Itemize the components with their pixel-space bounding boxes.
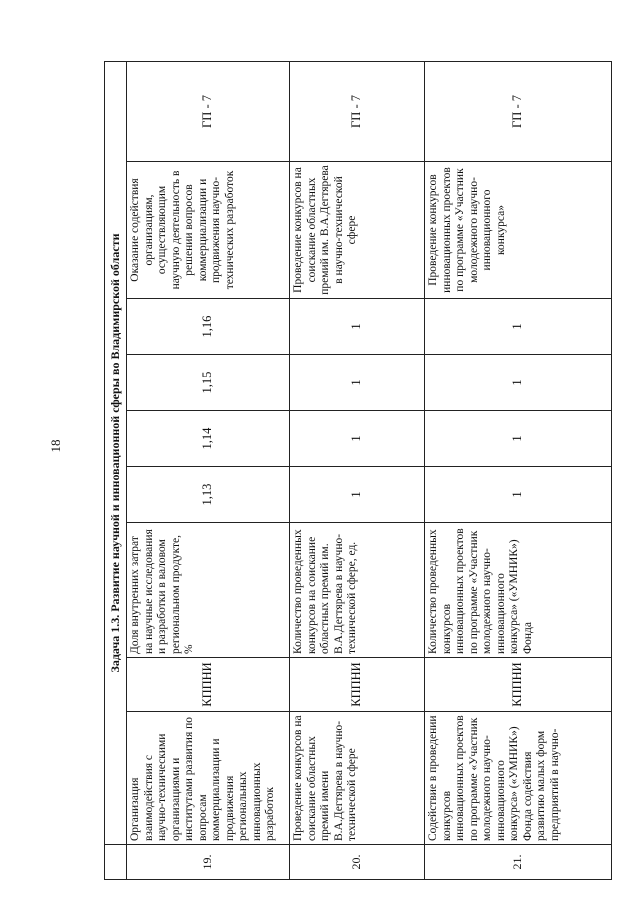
value-cell: 1,13 [127,467,290,523]
plan-table [104,61,612,880]
table-row [425,61,612,879]
value-cell: 1 [425,299,612,355]
executor-cell: КППНИ [290,658,425,712]
task-header-row [105,61,127,879]
value-cell: 1 [290,355,425,411]
activity-cell: Содействие в проведении конкурсов инновационных проектов по программе «Участник молодежного научно-инновационного конкурса» («УМНИК») Фонда содействия развитию малых форм предприятий в научно- [425,712,612,845]
indicator-cell: Доля внутренних затрат на научные исследования и разработки в валовом региональном продукте, % [127,523,290,658]
page-number: 18 [48,439,63,453]
value-cell: 1 [290,411,425,467]
value-cell: 1 [425,411,612,467]
value-cell: 1,16 [127,299,290,355]
value-cell: 1 [425,355,612,411]
executor-cell: КППНИ [425,658,612,712]
activity-cell: Организация взаимодействия с научно-техническими организациями и институтами развития по вопросам коммерциализации и продвижения региональных инновационных разработок [127,712,290,845]
value-cell: 1 [290,299,425,355]
value-cell: 1 [425,467,612,523]
table-row [127,61,290,879]
result-cell: Проведение конкурсов на соискание областных премий им. В.А.Дегтярева в научно-технической сфере [290,162,425,299]
result-cell: Проведение конкурсов инновационных проектов по программе «Участник молодежного научно-инновационного конкурса» [425,162,612,299]
value-cell: 1,15 [127,355,290,411]
indicator-cell: Количество проведенных конкурсов на соискание областных премий им. В.А.Дегтярева в научно-технической сфере, ед. [290,523,425,658]
indicator-cell: Количество проведенных конкурсов инновационных проектов по программе «Участник молодежного научно-инновационного конкурса» («УМНИК») Фонда [425,523,612,658]
row-number: 19. [127,845,290,880]
task-title: Задача 1.3. Развитие научной и инновационной сферы во Владимирской области [105,61,127,844]
program-cell: ГП - 7 [425,61,612,161]
executor-cell: КППНИ [127,658,290,712]
activity-cell: Проведение конкурсов на соискание областных премий имени В.А.Дегтярева в научно-технической сфере [290,712,425,845]
rotated-table-wrapper [104,62,612,880]
program-cell: ГП - 7 [290,61,425,161]
table-row [290,61,425,879]
program-cell: ГП - 7 [127,61,290,161]
row-number: 21. [425,845,612,880]
result-cell: Оказание содействия организациям, осуществляющим научную деятельность в решении вопросов коммерциализации и продвижения научно-технических разработок [127,162,290,299]
row-number: 20. [290,845,425,880]
value-cell: 1 [290,467,425,523]
value-cell: 1,14 [127,411,290,467]
